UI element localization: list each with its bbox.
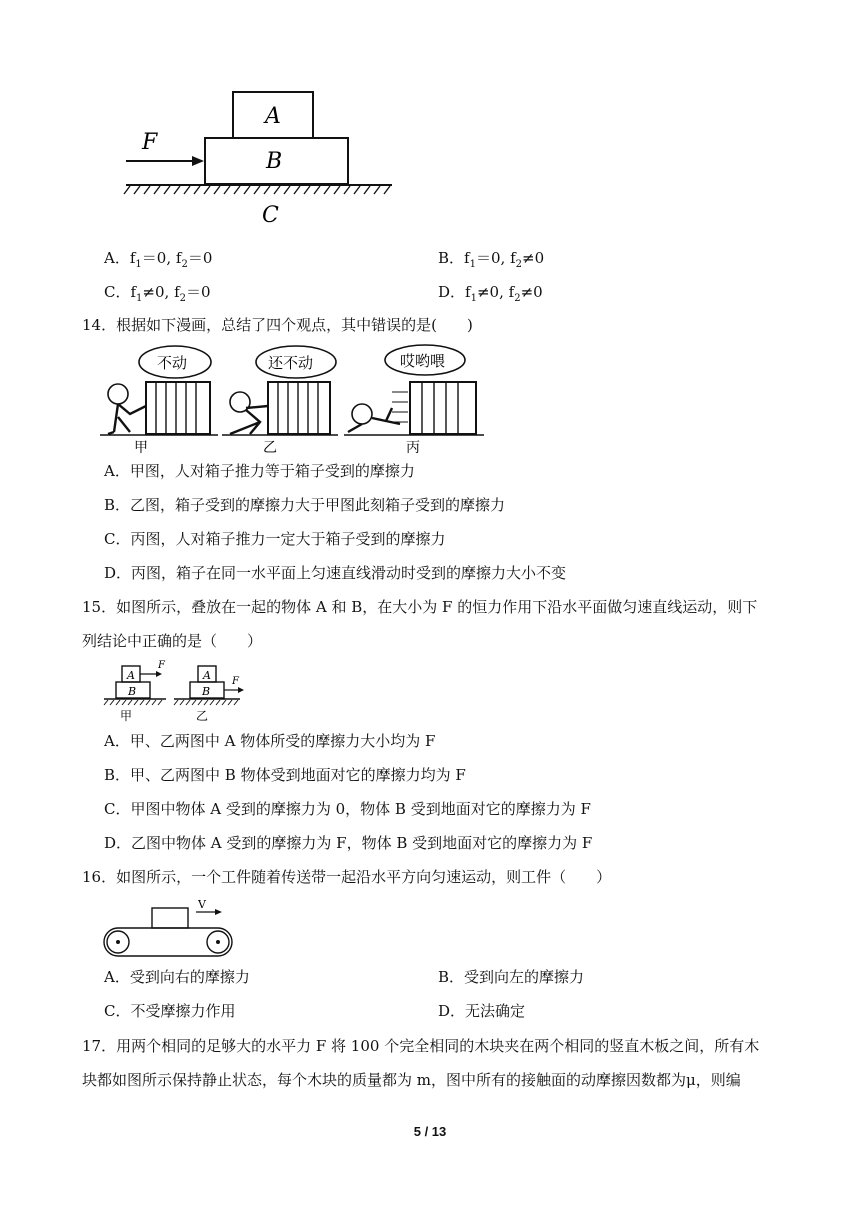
q15-b-2: B <box>202 685 211 698</box>
q15-option-d: D．乙图中物体 A 受到的摩擦力为 F，物体 B 受到地面对它的摩擦力为 F <box>104 834 593 852</box>
q13-option-d: D．$f_1\ne 0$, $f_2\ne 0$ <box>438 283 543 304</box>
q15-b-1: B <box>128 685 137 698</box>
q13-option-a: A．$f_1=0$, $f_2=0$ <box>104 249 213 270</box>
comic-bubble-2: 还不动 <box>268 354 314 372</box>
q16-stem: 16．如图所示，一个工件随着传送带一起沿水平方向匀速运动，则工件（ ） <box>82 868 612 886</box>
q15-a-1: A <box>127 669 135 682</box>
q13-option-b: B．$f_1=0$, $f_2\ne 0$ <box>438 249 545 270</box>
q15-a-2: A <box>203 669 211 682</box>
comic-caption-1: 甲 <box>134 440 148 454</box>
q15-option-b: B．甲、乙两图中 B 物体受到地面对它的摩擦力均为 F <box>104 766 466 784</box>
person-3-head <box>352 404 372 424</box>
q15-stem-line1: 15．如图所示，叠放在一起的物体 A 和 B，在大小为 F 的恒力作用下沿水平面做匀速直线运动，则下 <box>82 598 758 616</box>
q17-line1: 17．用两个相同的足够大的水平力 F 将 100 个完全相同的木块夹在两个相同的竖直木板之间，所有木 <box>82 1037 760 1055</box>
q14-option-a: A．甲图，人对箱子推力等于箱子受到的摩擦力 <box>104 462 415 480</box>
q15-stem-line2: 列结论中正确的是（ ） <box>82 632 263 650</box>
q14-option-c: C．丙图，人对箱子推力一定大于箱子受到的摩擦力 <box>104 530 446 548</box>
q16-conveyor-figure <box>100 894 240 960</box>
q15-f-1: F <box>158 660 165 671</box>
q16-option-a: A．受到向右的摩擦力 <box>104 968 250 986</box>
q15-f-2: F <box>232 676 239 687</box>
comic-bubble-3: 哎哟喂 <box>400 352 446 370</box>
q13-option-c: C．$f_1\ne 0$, $f_2=0$ <box>104 283 211 304</box>
q16-option-c: C．不受摩擦力作用 <box>104 1002 236 1020</box>
comic-caption-2: 乙 <box>263 440 277 454</box>
q15-caption-2: 乙 <box>196 709 209 723</box>
q14-stem: 14．根据如下漫画，总结了四个观点，其中错误的是( ) <box>82 316 473 334</box>
q15-option-a: A．甲、乙两图中 A 物体所受的摩擦力大小均为 F <box>104 732 436 750</box>
page-number: 5 / 13 <box>413 1124 447 1139</box>
q16-option-d: D．无法确定 <box>438 1002 526 1020</box>
comic-caption-3: 丙 <box>406 440 420 454</box>
q16-option-b: B．受到向左的摩擦力 <box>438 968 585 986</box>
label-b: B <box>266 149 283 174</box>
q16-v-label: V <box>198 898 206 911</box>
label-a: A <box>265 104 281 129</box>
q14-comic <box>100 342 490 454</box>
q15-option-c: C．甲图中物体 A 受到的摩擦力为 0，物体 B 受到地面对它的摩擦力为 F <box>104 800 591 818</box>
q13-figure <box>120 86 400 236</box>
q17-line2: 块都如图所示保持静止状态，每个木块的质量都为 m，图中所有的接触面的动摩擦因数都为μ，则编 <box>82 1071 741 1089</box>
person-1-head <box>108 384 128 404</box>
label-c: C <box>262 203 279 228</box>
comic-bubble-1: 不动 <box>157 354 188 372</box>
label-f: F <box>142 130 158 155</box>
q14-option-d: D．丙图，箱子在同一水平面上匀速直线滑动时受到的摩擦力大小不变 <box>104 564 567 582</box>
q15-figure <box>100 658 260 724</box>
q14-option-b: B．乙图，箱子受到的摩擦力大于甲图此刻箱子受到的摩擦力 <box>104 496 506 514</box>
q15-caption-1: 甲 <box>120 709 133 723</box>
